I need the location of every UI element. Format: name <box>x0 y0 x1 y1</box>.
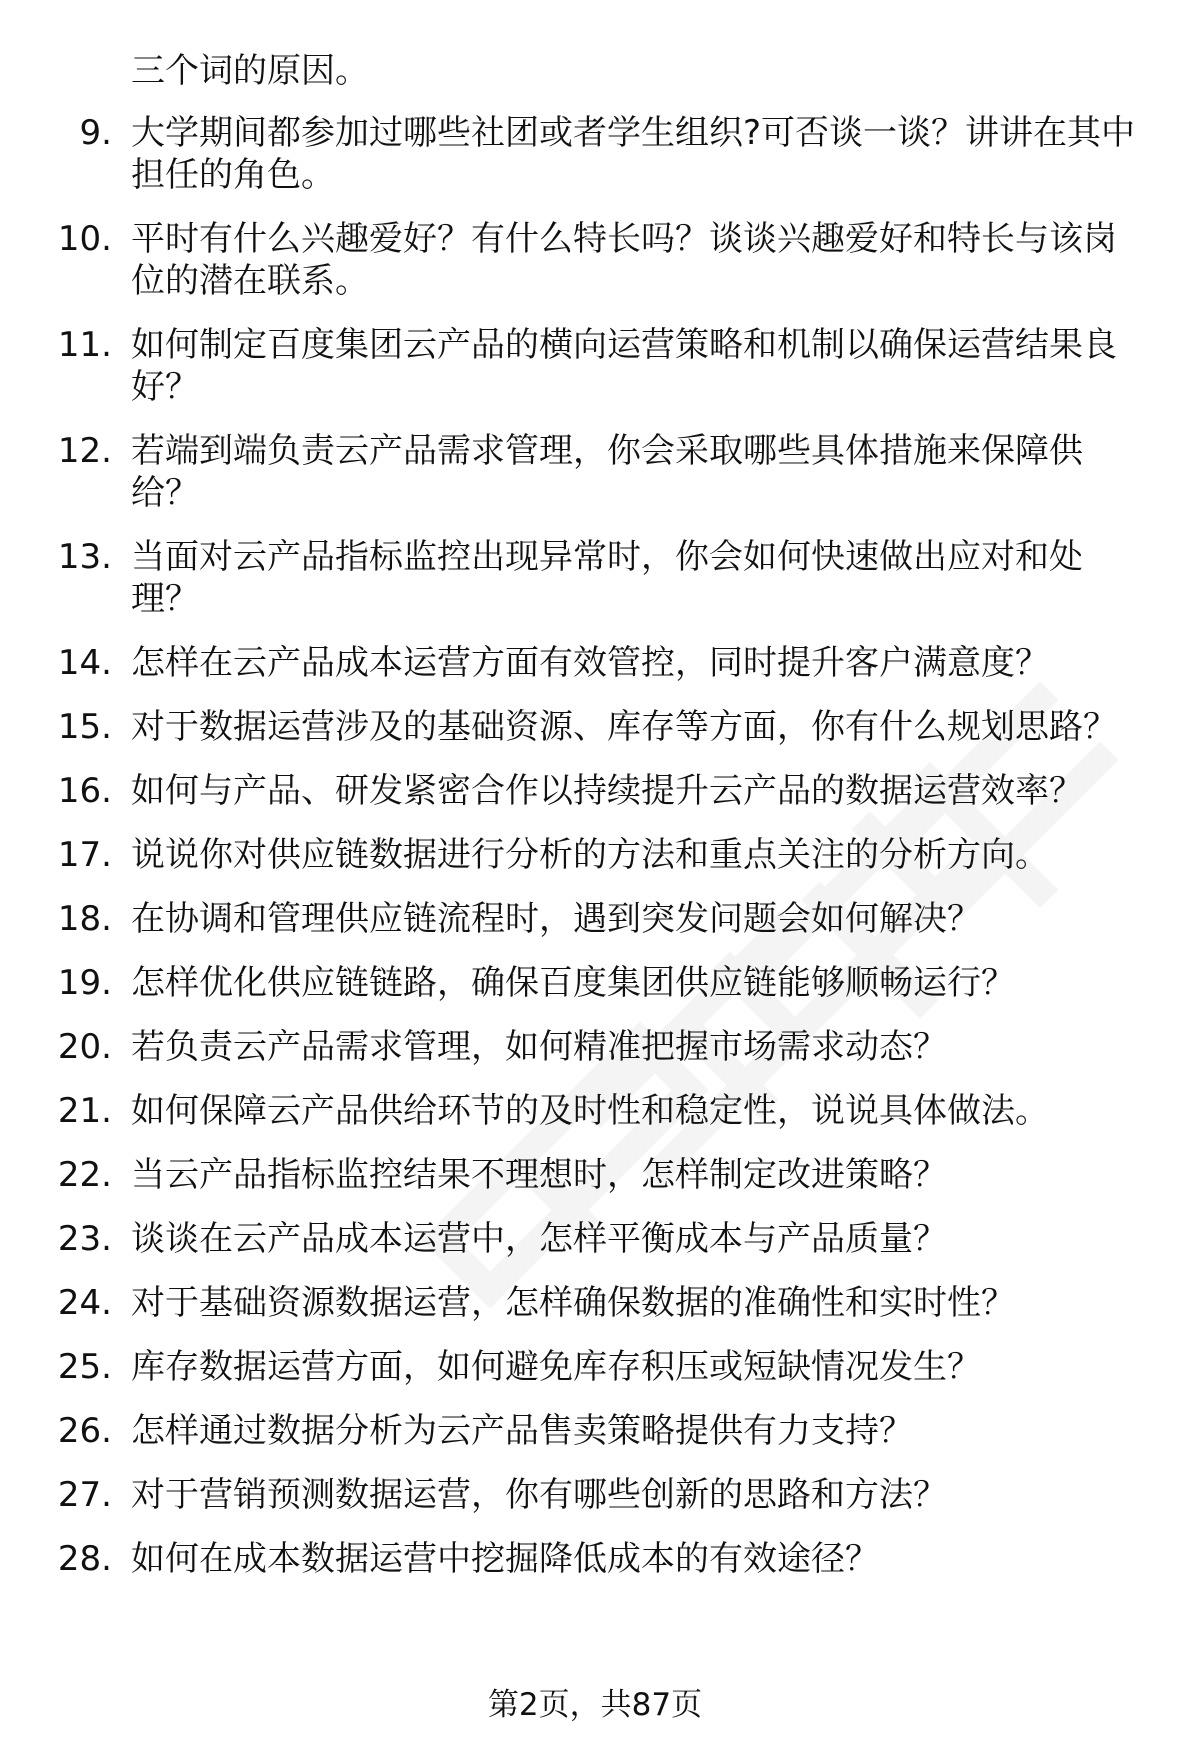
question-item <box>0 642 1190 684</box>
question-text: 谈谈在云产品成本运营中，怎样平衡成本与产品质量？ <box>131 1219 947 1259</box>
question-item <box>0 1282 1190 1324</box>
question-number: 20. <box>57 1027 112 1067</box>
question-number: 26. <box>57 1411 112 1451</box>
question-text: 如何制定百度集团云产品的横向运营策略和机制以确保运营结果良好？ <box>131 325 1117 407</box>
question-item <box>0 1474 1190 1516</box>
question-text: 对于基础资源数据运营，怎样确保数据的准确性和实时性？ <box>131 1283 1015 1323</box>
question-item <box>0 834 1190 876</box>
question-item <box>0 536 1190 620</box>
question-text: 当面对云产品指标监控出现异常时，你会如何快速做出应对和处理？ <box>131 537 1083 619</box>
question-number: 14. <box>57 643 112 683</box>
question-text: 怎样通过数据分析为云产品售卖策略提供有力支持？ <box>131 1411 913 1451</box>
question-item <box>0 112 1190 196</box>
question-item <box>0 962 1190 1004</box>
question-number: 13. <box>57 537 112 577</box>
question-item <box>0 1346 1190 1388</box>
question-text: 当云产品指标监控结果不理想时，怎样制定改进策略？ <box>131 1155 947 1195</box>
question-item <box>0 770 1190 812</box>
question-text: 怎样在云产品成本运营方面有效管控，同时提升客户满意度？ <box>131 643 1049 683</box>
question-number: 19. <box>57 963 112 1003</box>
question-number: 25. <box>57 1347 112 1387</box>
question-number: 27. <box>57 1475 112 1515</box>
question-list <box>0 112 1190 1602</box>
question-number: 15. <box>57 707 112 747</box>
question-text: 在协调和管理供应链流程时，遇到突发问题会如何解决？ <box>131 899 981 939</box>
question-number: 16. <box>57 771 112 811</box>
question-number: 12. <box>57 431 112 471</box>
question-text: 若负责云产品需求管理，如何精准把握市场需求动态？ <box>131 1027 947 1067</box>
continuation-text: 三个词的原因。 <box>131 51 369 91</box>
question-number: 24. <box>57 1283 112 1323</box>
question-number: 22. <box>57 1155 112 1195</box>
question-number: 11. <box>57 325 112 365</box>
question-item <box>0 898 1190 940</box>
question-number: 18. <box>57 899 112 939</box>
question-text: 说说你对供应链数据进行分析的方法和重点关注的分析方向。 <box>131 835 1049 875</box>
question-number: 28. <box>57 1539 112 1579</box>
question-item <box>0 1090 1190 1132</box>
question-number: 10. <box>57 219 112 259</box>
question-item <box>0 1218 1190 1260</box>
question-number: 21. <box>57 1091 112 1131</box>
question-item <box>0 1154 1190 1196</box>
question-text: 库存数据运营方面，如何避免库存积压或短缺情况发生？ <box>131 1347 981 1387</box>
question-item <box>0 1026 1190 1068</box>
question-text: 对于数据运营涉及的基础资源、库存等方面，你有什么规划思路？ <box>131 707 1117 747</box>
question-number: 17. <box>57 835 112 875</box>
question-item <box>0 430 1190 514</box>
question-item <box>0 1410 1190 1452</box>
question-item <box>0 1538 1190 1580</box>
question-text: 平时有什么兴趣爱好？有什么特长吗？谈谈兴趣爱好和特长与该岗位的潜在联系。 <box>131 219 1117 301</box>
question-item <box>0 218 1190 302</box>
question-text: 如何保障云产品供给环节的及时性和稳定性，说说具体做法。 <box>131 1091 1049 1131</box>
question-text: 对于营销预测数据运营，你有哪些创新的思路和方法？ <box>131 1475 947 1515</box>
question-text: 若端到端负责云产品需求管理，你会采取哪些具体措施来保障供给？ <box>131 431 1083 513</box>
question-text: 怎样优化供应链链路，确保百度集团供应链能够顺畅运行？ <box>131 963 1015 1003</box>
question-text: 如何在成本数据运营中挖掘降低成本的有效途径？ <box>131 1539 879 1579</box>
question-number: 23. <box>57 1219 112 1259</box>
question-item <box>0 324 1190 408</box>
question-item <box>0 706 1190 748</box>
question-text: 如何与产品、研发紧密合作以持续提升云产品的数据运营效率？ <box>131 771 1083 811</box>
page-footer: 第2页，共87页 <box>487 1687 703 1723</box>
question-number: 9. <box>79 113 112 153</box>
question-text: 大学期间都参加过哪些社团或者学生组织?可否谈一谈？讲讲在其中担任的角色。 <box>131 113 1136 195</box>
